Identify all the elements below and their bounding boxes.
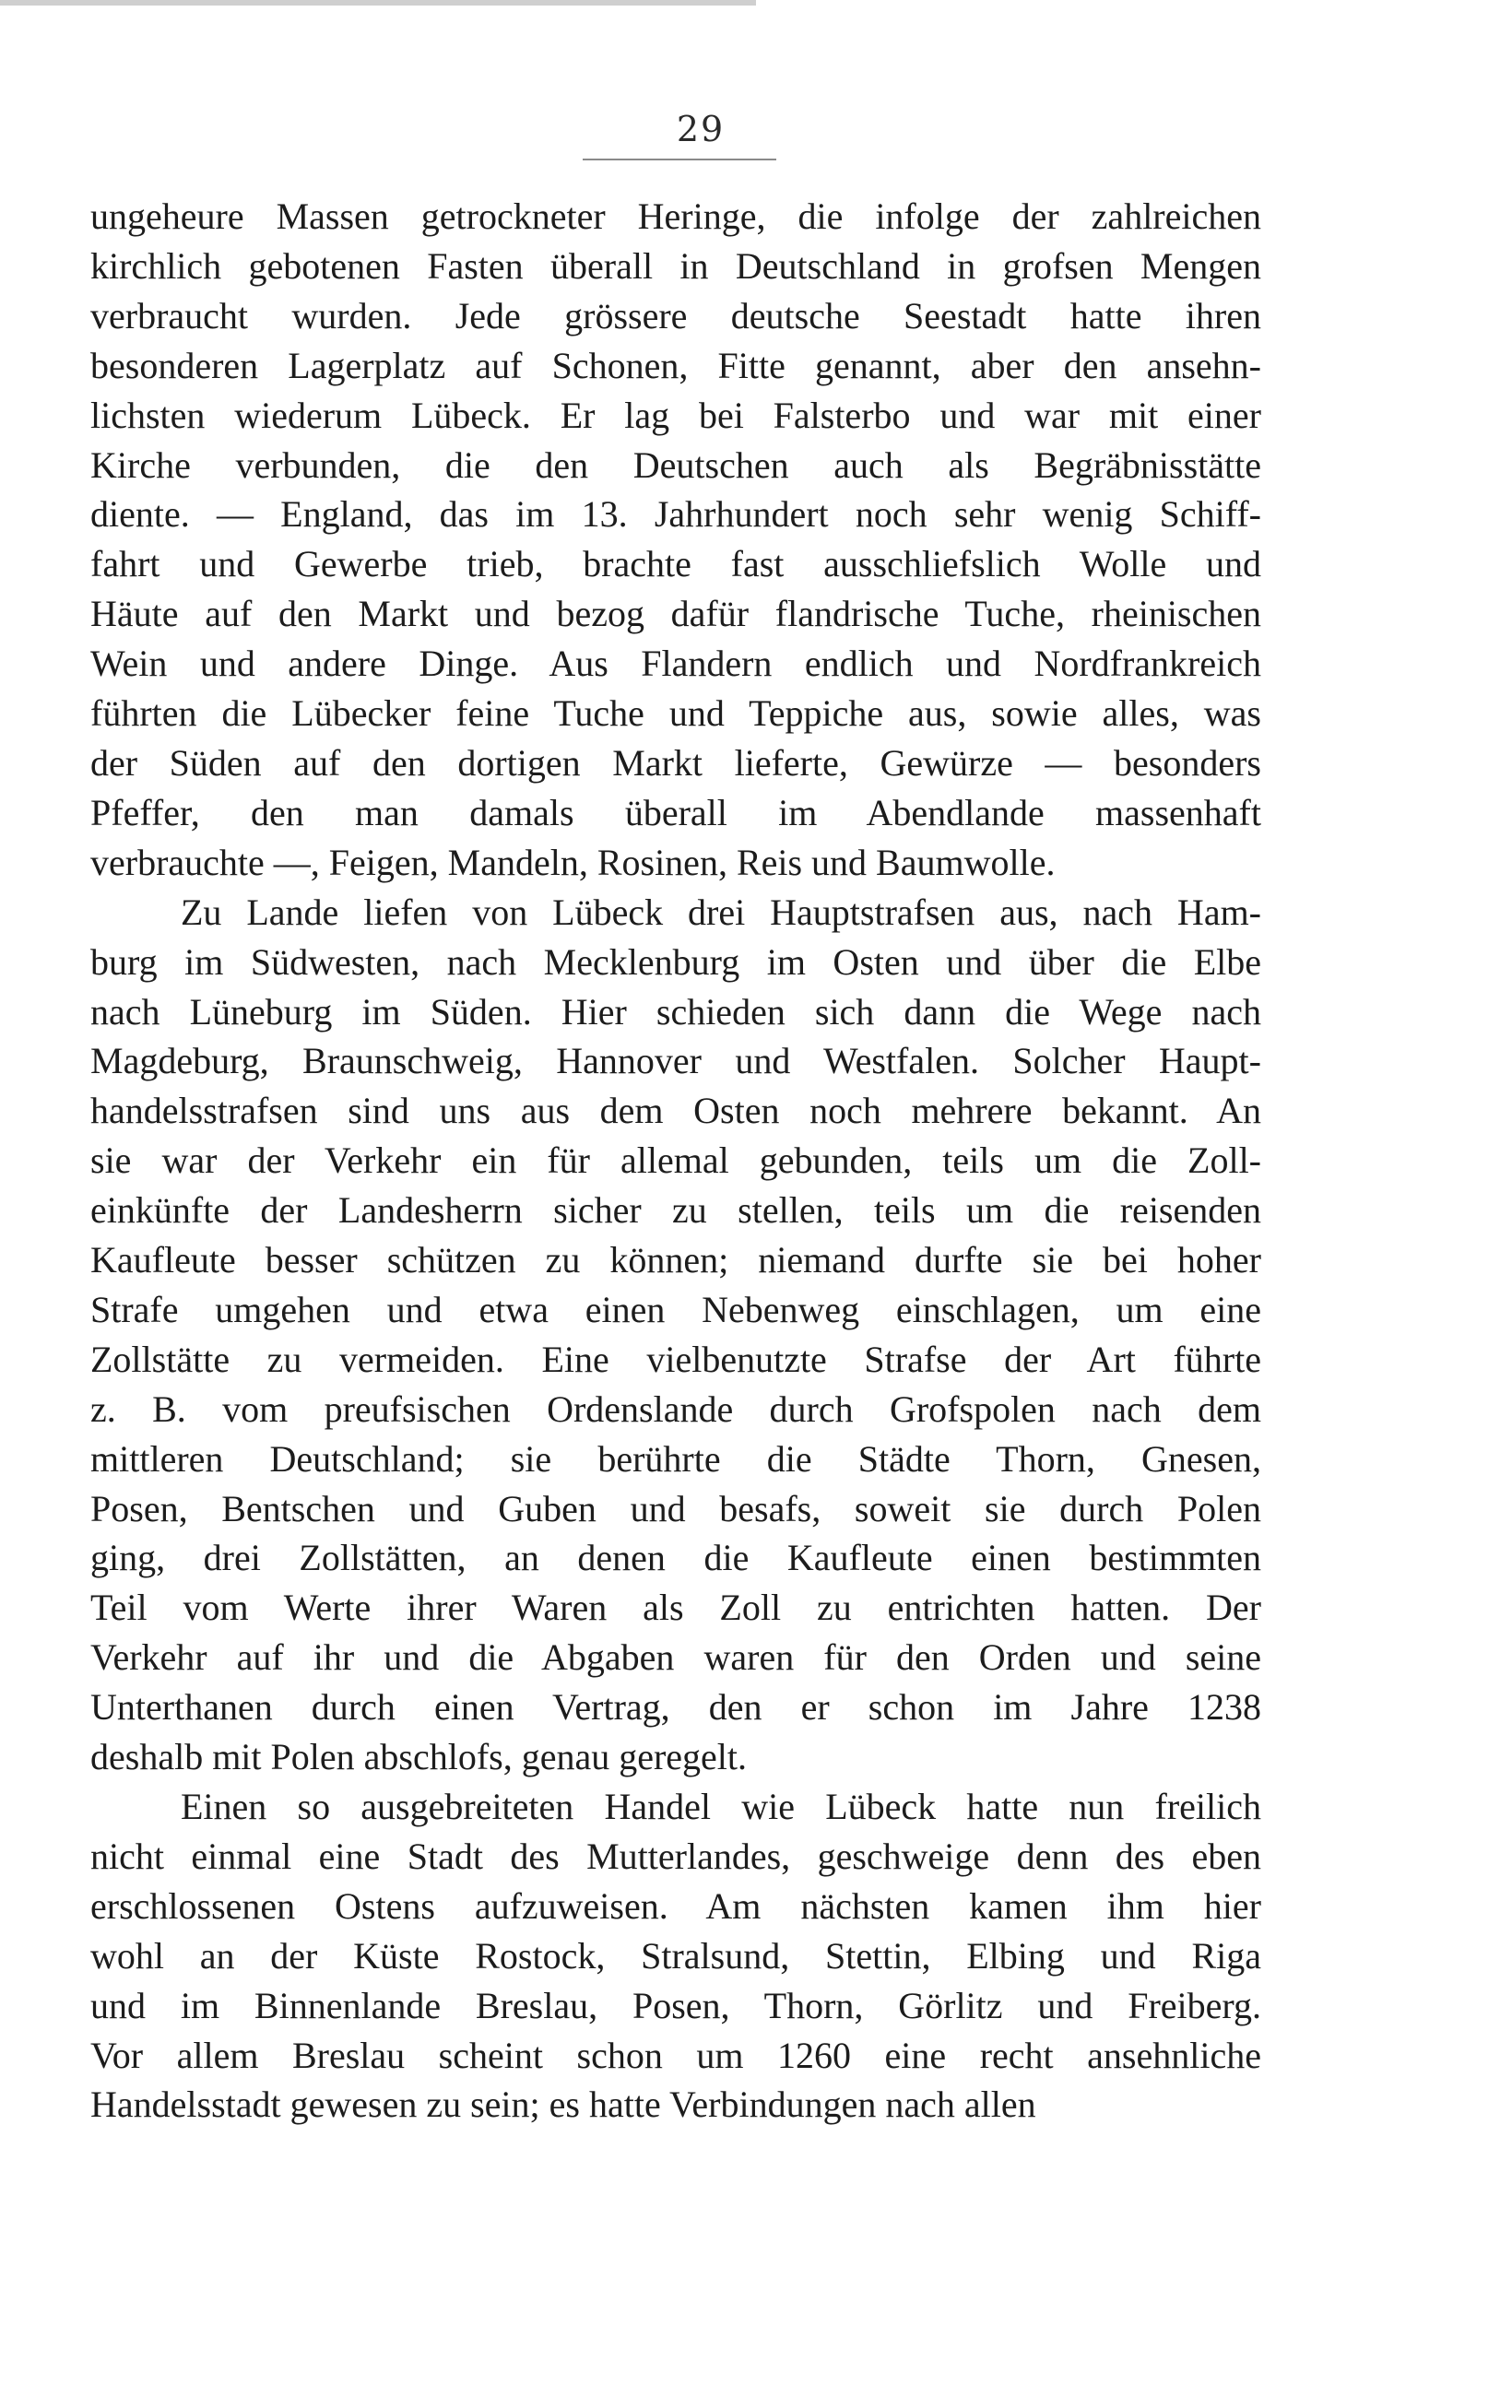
text-line: Handelsstadt gewesen zu sein; es hatte Verbindungen nach allen	[90, 2083, 1036, 2126]
paragraph	[90, 192, 1261, 888]
text-line: Posen, Bentschen und Guben und besafs, soweit sie durch Polen	[90, 1487, 1261, 1529]
text-line: diente. — England, das im 13. Jahrhundert noch sehr wenig Schiff-	[90, 493, 1261, 536]
text-line: handelsstrafsen sind uns aus dem Osten noch mehrere bekannt. An	[90, 1090, 1261, 1132]
text-line: Wein und andere Dinge. Aus Flandern endlich und Nordfrankreich	[90, 643, 1261, 685]
text-line: verbraucht wurden. Jede grössere deutsche Seestadt hatte ihren	[90, 294, 1261, 336]
paragraph	[90, 888, 1261, 1782]
text-line: der Süden auf den dortigen Markt lieferte, Gewürze — besonders	[90, 741, 1261, 784]
text-line: lichsten wiederum Lübeck. Er lag bei Falsterbo und war mit einer	[90, 394, 1261, 436]
text-line: Kaufleute besser schützen zu können; niemand durfte sie bei hoher	[90, 1239, 1261, 1281]
scan-top-edge-gap	[756, 0, 1512, 6]
text-line: Unterthanen durch einen Vertrag, den er schon im Jahre 1238	[90, 1686, 1261, 1729]
text-line: nicht einmal eine Stadt des Mutterlandes, geschweige denn des eben	[90, 1835, 1261, 1877]
text-line: Magdeburg, Braunschweig, Hannover und Westfalen. Solcher Haupt-	[90, 1040, 1261, 1082]
text-line: Strafe umgehen und etwa einen Nebenweg einschlagen, um eine	[90, 1288, 1261, 1330]
body-text	[90, 192, 1261, 2130]
paragraph	[90, 1782, 1261, 2130]
text-line: mittleren Deutschland; sie berührte die Städte Thorn, Gnesen,	[90, 1437, 1261, 1480]
text-line: erschlossenen Ostens aufzuweisen. Am nächsten kamen ihm hier	[90, 1884, 1261, 1927]
text-line: ging, drei Zollstätten, an denen die Kaufleute einen bestimmten	[90, 1537, 1261, 1579]
text-line: z. B. vom preufsischen Ordenslande durch Grofspolen nach dem	[90, 1387, 1261, 1430]
text-line: besonderen Lagerplatz auf Schonen, Fitte genannt, aber den ansehn-	[90, 344, 1261, 386]
text-line: Pfeffer, den man damals überall im Abendlande massenhaft	[90, 791, 1261, 833]
text-line: Vor allem Breslau scheint schon um 1260 eine recht ansehnliche	[90, 2034, 1261, 2076]
text-line: Zollstätte zu vermeiden. Eine vielbenutzte Strafse der Art führte	[90, 1338, 1261, 1380]
text-line: burg im Südwesten, nach Mecklenburg im Osten und über die Elbe	[90, 940, 1261, 983]
text-line: Einen so ausgebreiteten Handel wie Lübeck hatte nun freilich	[181, 1786, 1261, 1827]
text-line: fahrt und Gewerbe trieb, brachte fast ausschliefslich Wolle und	[90, 543, 1261, 585]
text-line: Häute auf den Markt und bezog dafür flandrische Tuche, rheinischen	[90, 593, 1261, 635]
text-line: verbrauchte —, Feigen, Mandeln, Rosinen, Reis und Baumwolle.	[90, 841, 1056, 883]
text-line: nach Lüneburg im Süden. Hier schieden sich dann die Wege nach	[90, 990, 1261, 1033]
text-line: einkünfte der Landesherrn sicher zu stellen, teils um die reisenden	[90, 1189, 1261, 1232]
page-number: 29	[676, 109, 726, 149]
page-number-rule	[583, 159, 776, 160]
text-line: ungeheure Massen getrockneter Heringe, die infolge der zahlreichen	[90, 195, 1261, 237]
text-line: deshalb mit Polen abschlofs, genau geregelt.	[90, 1736, 748, 1778]
text-line: und im Binnenlande Breslau, Posen, Thorn, Görlitz und Freiberg.	[90, 1984, 1261, 2026]
text-line: kirchlich gebotenen Fasten überall in Deutschland in grofsen Mengen	[90, 244, 1261, 287]
text-line: führten die Lübecker feine Tuche und Teppiche aus, sowie alles, was	[90, 692, 1261, 735]
text-line: wohl an der Küste Rostock, Stralsund, Stettin, Elbing und Riga	[90, 1934, 1261, 1977]
text-line: Kirche verbunden, die den Deutschen auch als Begräbnisstätte	[90, 443, 1261, 486]
text-line: Zu Lande liefen von Lübeck drei Hauptstrafsen aus, nach Ham-	[181, 891, 1261, 933]
text-line: Verkehr auf ihr und die Abgaben waren für den Orden und seine	[90, 1636, 1261, 1679]
text-line: sie war der Verkehr ein für allemal gebunden, teils um die Zoll-	[90, 1139, 1261, 1182]
text-line: Teil vom Werte ihrer Waren als Zoll zu entrichten hatten. Der	[90, 1587, 1261, 1629]
